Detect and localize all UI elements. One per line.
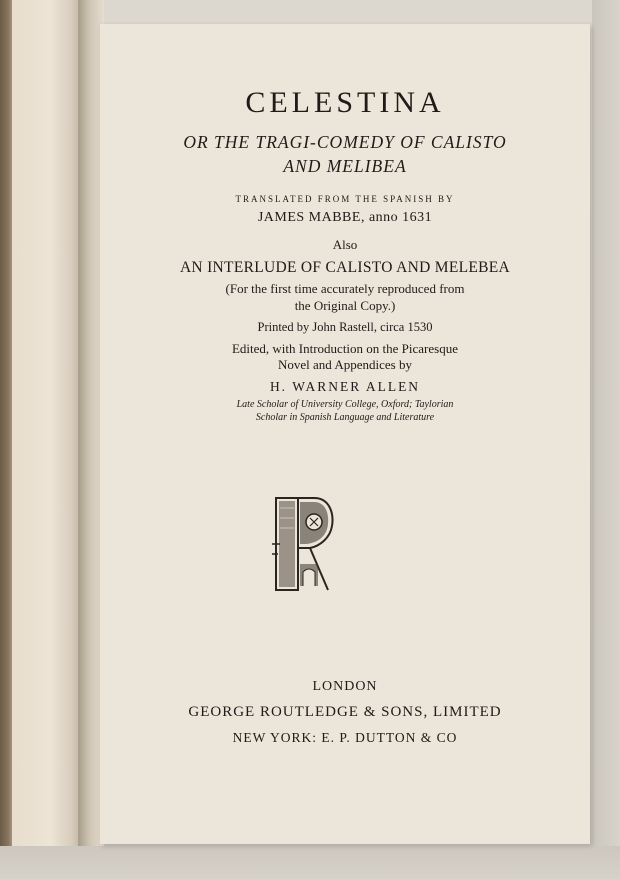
interlude-note-line-2: the Original Copy.) [294,298,396,313]
title-page [100,24,590,844]
imprint-co-publisher: NEW YORK: E. P. DUTTON & CO [232,730,458,745]
title-page-content [100,24,590,844]
edited-line-1: Edited, with Introduction on the Picaresque [231,341,458,356]
translator-name: JAMES MABBE, anno 1631 [257,210,433,225]
interlude-note-line-1: (For the first time accurately reproduced from [225,281,465,296]
book-title: CELESTINA [245,86,445,119]
imprint-city: LONDON [312,679,378,694]
interlude-title: AN INTERLUDE OF CALISTO AND MELEBEA [179,259,511,276]
printed-by-line: Printed by John Rastell, circa 1530 [257,320,433,334]
translated-by-label: TRANSLATED FROM THE SPANISH BY [235,194,455,204]
edited-line-2: Novel and Appendices by [278,357,412,372]
publisher-monogram-r-icon [270,494,336,598]
editor-credential-line-1: Late Scholar of University College, Oxford; Taylorian [236,399,454,410]
subtitle-line-1: OR THE TRAGI-COMEDY OF CALISTO [183,132,507,152]
imprint-publisher: GEORGE ROUTLEDGE & SONS, LIMITED [188,704,502,720]
right-margin-background [592,0,620,879]
editor-credential-line-2: Scholar in Spanish Language and Literature [255,412,435,423]
also-label: Also [332,237,358,252]
facing-page [12,0,82,879]
subtitle-line-2: AND MELIBEA [283,156,407,176]
bottom-margin-background [0,846,620,879]
editor-name: H. WARNER ALLEN [269,379,421,394]
